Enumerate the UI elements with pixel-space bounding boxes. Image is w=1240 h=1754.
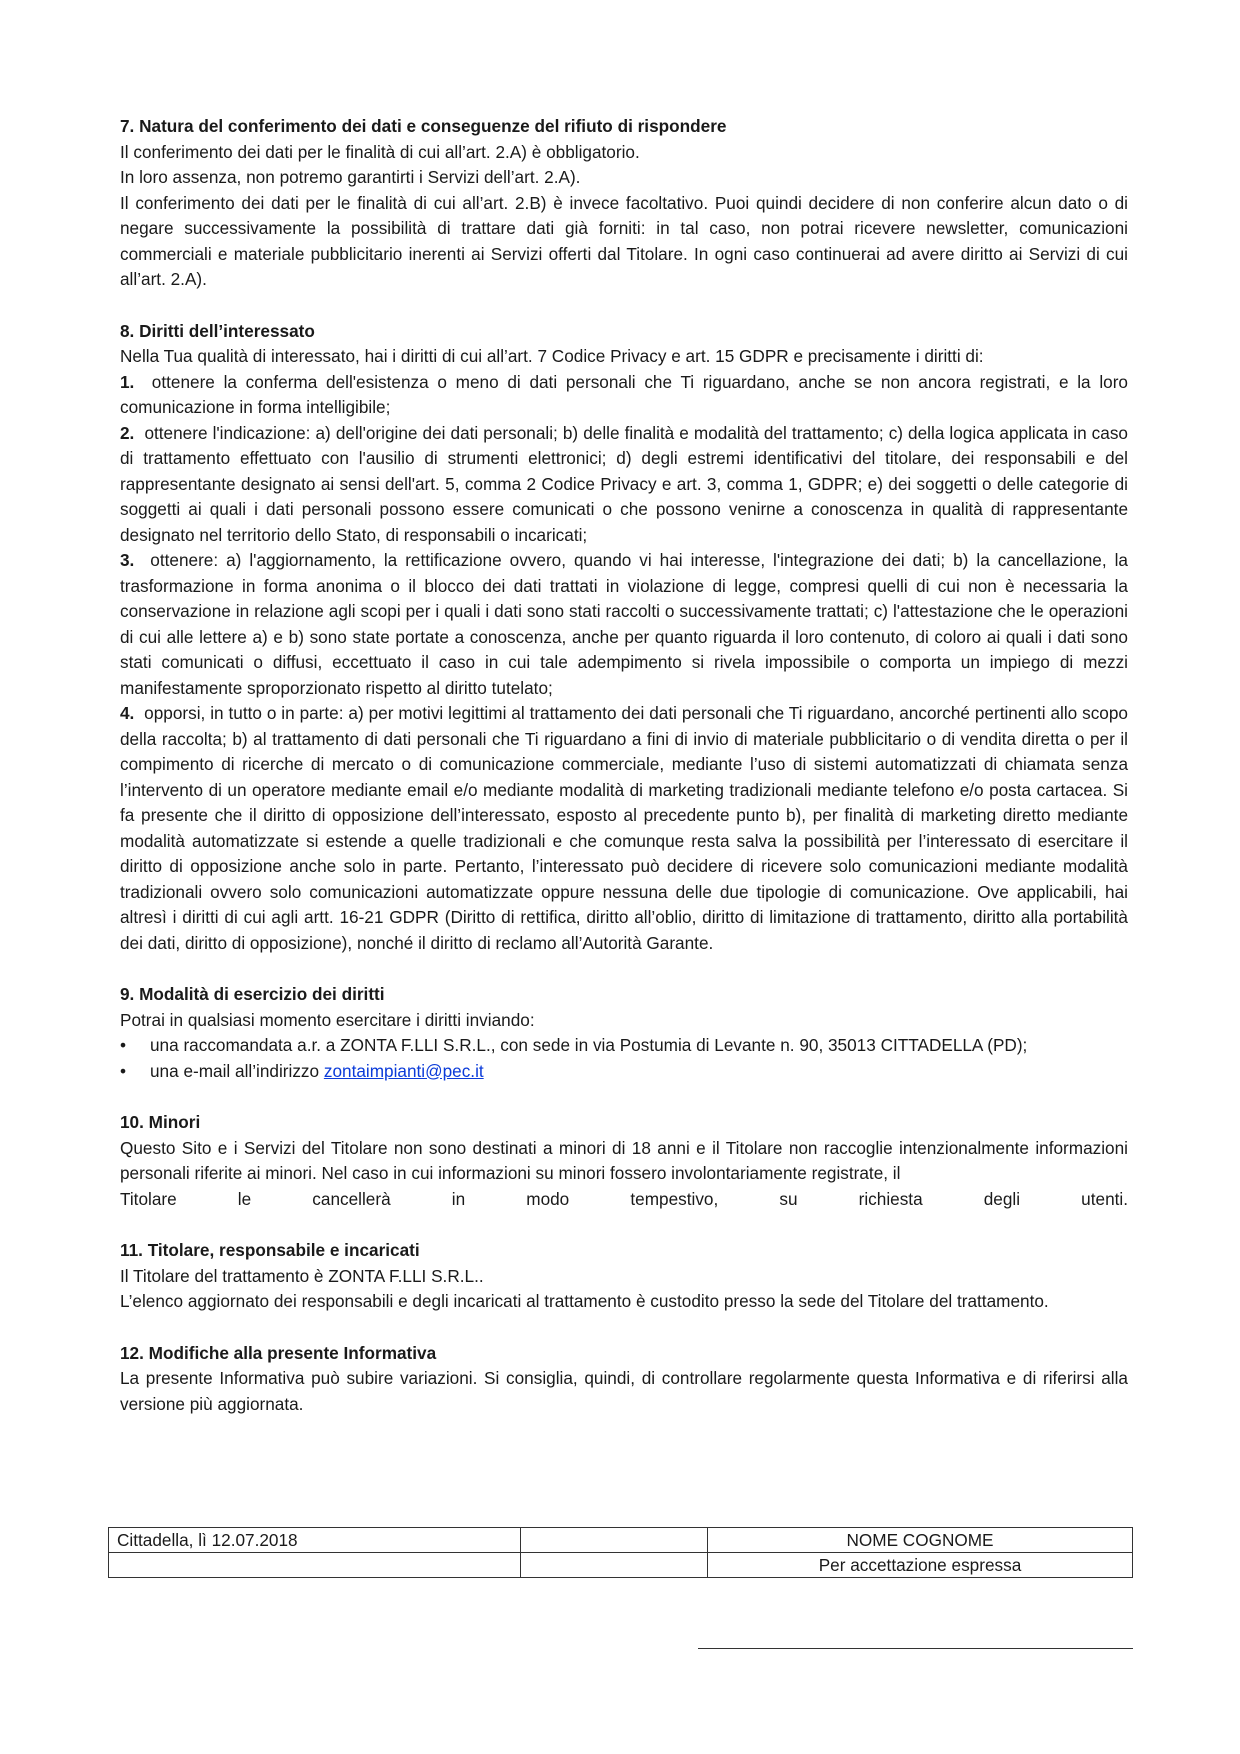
rights-item-2 — [120, 421, 1128, 549]
rights-item-2-number: 2. — [120, 422, 135, 443]
section-11-paragraph-1: Il Titolare del trattamento è ZONTA F.LLI S.R.L.. — [120, 1265, 484, 1286]
word: le — [237, 1188, 252, 1209]
rights-item-3-number: 3. — [120, 550, 135, 570]
rights-item-3-text: ottenere: a) l'aggiornamento, la rettificazione ovvero, quando vi hai interesse, l'integrazione dei dati; b) la cancellazione, la trasformazione in forma anonima o il blocco dei dati trattati in violazione di legge, compresi quelli di cui non è necessaria la conservazione in relazione agli scopi per i quali i dati sono stati raccolti o successivamente trattati; c) l'attestazione che le operazioni di cui alle lettere a) e b) sono state portate a conoscenza, anche per quanto riguarda il loro contenuto, di coloro ai quali i dati sono stati comunicati o diffusi, eccettuato il caso in cui tale adempimento si rivela impossibile o comporta un impiego di mezzi manifestamente sproporzionato rispetto al diritto tutelato; — [120, 550, 1128, 698]
section-9 — [120, 982, 1128, 1084]
bullet-2 — [150, 1059, 484, 1085]
place-date-cell: Cittadella, lì 12.07.2018 — [109, 1528, 521, 1553]
name-cell: NOME COGNOME — [708, 1528, 1133, 1553]
table-row — [109, 1553, 1133, 1578]
word: Titolare — [120, 1188, 177, 1209]
email-link[interactable]: zontaimpianti@pec.it — [323, 1060, 484, 1081]
rights-item-4 — [120, 701, 1128, 956]
signature-table — [108, 1527, 1133, 1578]
section-11-paragraph-2: L’elenco aggiornato dei responsabili e degli incaricati al trattamento è custodito presso la sede del Titolare del trattamento. — [120, 1291, 1049, 1311]
bullet-item — [120, 1059, 1128, 1085]
section-8-intro: Nella Tua qualità di interessato, hai i diritti di cui all’art. 7 Codice Privacy e art. 15 GDPR e precisamente i diritti di: — [120, 346, 984, 366]
signature-line[interactable] — [698, 1648, 1133, 1649]
bullet-item — [120, 1033, 1128, 1059]
document-page — [120, 114, 1128, 1417]
section-7-paragraph-3: Il conferimento dei dati per le finalità di cui all’art. 2.B) è invece facoltativo. Puoi quindi decidere di non conferire alcun dato o di negare successivamente la possibilità di trattare dati già forniti: in tal caso, non potrai ricevere newsletter, comunicazioni commerciali e materiale pubblicitario inerenti ai Servizi offerti dal Titolare. In ogni caso continuerai ad avere diritto ai Servizi di cui all’art. 2.A). — [120, 192, 1128, 289]
word: tempestivo, — [630, 1188, 719, 1209]
section-11 — [120, 1238, 1128, 1315]
bullet-2-text: una e-mail all’indirizzo — [150, 1060, 324, 1081]
rights-item-2-text: ottenere l'indicazione: a) dell'origine dei dati personali; b) delle finalità e modalità del trattamento; c) della logica applicata in caso di trattamento effettuato con l'ausilio di strumenti elettronici; d) degli estremi identificativi del titolare, dei responsabili e del rappresentante designato ai sensi dell'art. 5, comma 2 Codice Privacy e art. 3, comma 1, GDPR; e) dei soggetti o delle categorie di soggetti ai quali i dati personali possono essere comunicati o che possono venirne a conoscenza in qualità di rappresentante designato nel territorio dello Stato, di responsabili o incaricati; — [120, 422, 1128, 545]
section-8 — [120, 319, 1128, 957]
rights-item-4-text: opporsi, in tutto o in parte: a) per motivi legittimi al trattamento dei dati personali che Ti riguardano, ancorché pertinenti allo scopo della raccolta; b) al trattamento di dati personali che Ti riguardano a fini di invio di materiale pubblicitario o di vendita diretta o per il compimento di ricerche di mercato o di comunicazione commerciale, mediante l’uso di sistemi automatizzati di chiamata senza l’intervento di un operatore mediante email e/o mediante modalità di marketing tradizionali mediante telefono e/o posta cartacea. Si fa presente che il diritto di opposizione dell’interessato, esposto al precedente punto b), per finalità di marketing diretto mediante modalità automatizzate si estende a quelle tradizionali e che comunque resta salva la possibilità per l’interessato di esercitare il diritto di opposizione anche solo in parte. Pertanto, l’interessato può decidere di ricevere solo comunicazioni mediante modalità tradizionali ovvero solo comunicazioni automatizzate oppure nessuna delle due tipologie di comunicazione. Ove applicabili, hai altresì i diritti di cui agli artt. 16-21 GDPR (Diritto di rettifica, diritto all’oblio, diritto di limitazione di trattamento, diritto alla portabilità dei dati, diritto di opposizione), nonché il diritto di reclamo all’Autorità Garante. — [120, 703, 1128, 953]
word: degli — [983, 1188, 1021, 1209]
word: cancellerà — [312, 1188, 391, 1209]
section-12-title: 12. Modifiche alla presente Informativa — [120, 1342, 437, 1363]
rights-item-1-text: ottenere la conferma dell'esistenza o meno di dati personali che Ti riguardano, anche se non ancora registrati, e la loro comunicazione in forma intelligibile; — [120, 371, 1128, 417]
bullet-icon: • — [120, 1035, 127, 1055]
section-10-text: Questo Sito e i Servizi del Titolare non sono destinati a minori di 18 anni e il Titolare non raccoglie intenzionalmente informazioni personali riferite ai minori. Nel caso in cui informazioni su minori fossero involontariamente registrate, il — [120, 1137, 1128, 1183]
bullet-1-text: una raccomandata a.r. a ZONTA F.LLI S.R.L., con sede in via Postumia di Levante n. 90, 35013 CITTADELLA (PD); — [150, 1035, 1028, 1055]
section-8-title: 8. Diritti dell’interessato — [120, 320, 315, 341]
section-7-title: 7. Natura del conferimento dei dati e conseguenze del rifiuto di rispondere — [120, 116, 727, 136]
section-10-title: 10. Minori — [120, 1112, 201, 1132]
rights-item-3 — [120, 548, 1128, 701]
section-10 — [120, 1110, 1128, 1212]
word: richiesta — [858, 1188, 923, 1209]
bullet-icon: • — [120, 1060, 127, 1081]
acceptance-cell: Per accettazione espressa — [708, 1553, 1133, 1578]
section-12-text: La presente Informativa può subire variazioni. Si consiglia, quindi, di controllare regolarmente questa Informativa e di riferirsi alla versione più aggiornata. — [120, 1368, 1128, 1414]
section-7-paragraph-2: In loro assenza, non potremo garantirti i Servizi dell’art. 2.A). — [120, 167, 581, 187]
word: utenti. — [1081, 1188, 1128, 1209]
empty-cell — [521, 1528, 708, 1553]
rights-item-4-number: 4. — [120, 703, 135, 723]
word: modo — [526, 1188, 570, 1209]
word: in — [451, 1188, 466, 1209]
rights-item-1 — [120, 370, 1128, 421]
section-9-title: 9. Modalità di esercizio dei diritti — [120, 984, 385, 1004]
section-10-last-line — [120, 1187, 1128, 1213]
rights-item-1-number: 1. — [120, 371, 135, 392]
section-11-title: 11. Titolare, responsabile e incaricati — [120, 1240, 420, 1260]
section-7 — [120, 114, 1128, 293]
section-7-paragraph-1: Il conferimento dei dati per le finalità di cui all’art. 2.A) è obbligatorio. — [120, 141, 640, 162]
section-9-intro: Potrai in qualsiasi momento esercitare i diritti inviando: — [120, 1009, 535, 1030]
empty-cell — [521, 1553, 708, 1578]
table-row — [109, 1528, 1133, 1553]
empty-cell — [109, 1553, 521, 1578]
section-12 — [120, 1341, 1128, 1418]
word: su — [779, 1188, 798, 1209]
